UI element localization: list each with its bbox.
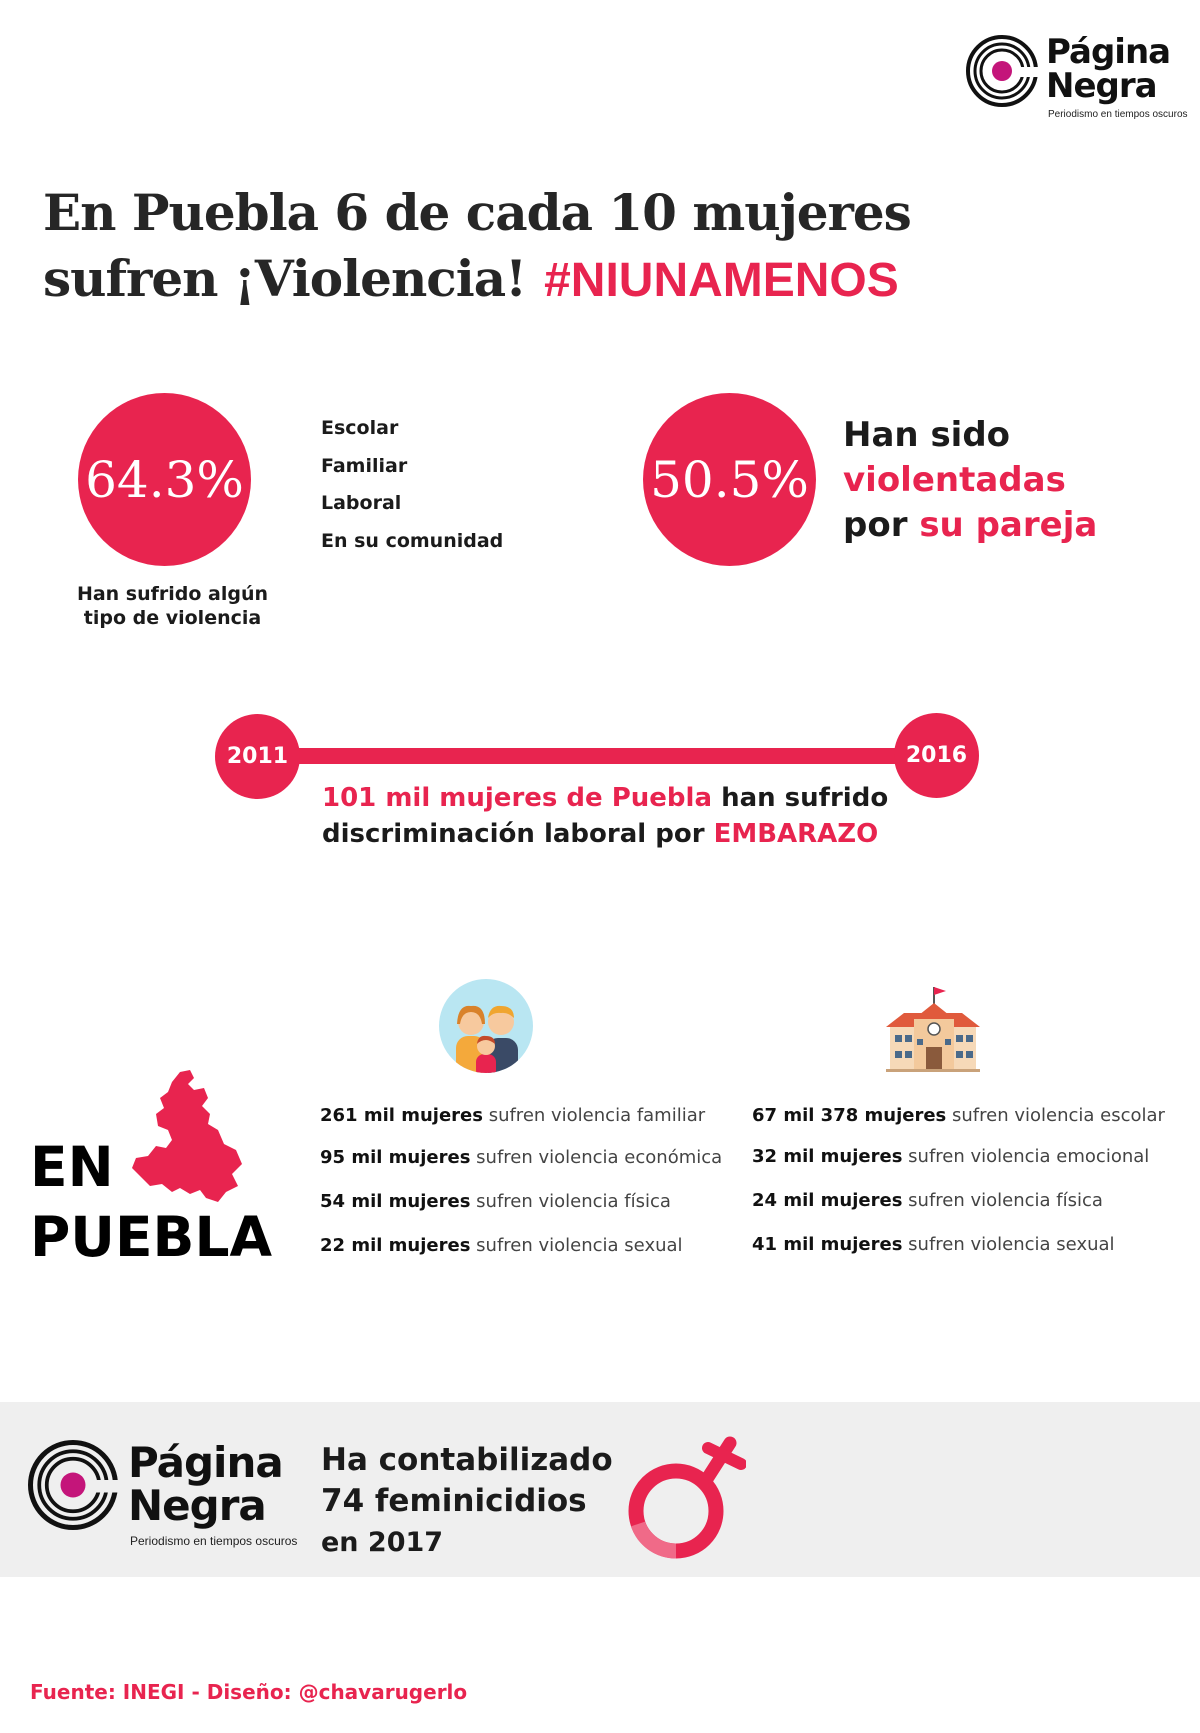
timeline-line1: [322, 780, 888, 816]
timeline-bar: [255, 748, 945, 764]
femicide-text: [321, 1440, 613, 1563]
brand-tagline: Periodismo en tiempos oscuros: [1048, 109, 1188, 120]
timeline-text-b: discriminación laboral por: [322, 819, 705, 849]
region-line1: EN: [30, 1135, 114, 1199]
list-item: [320, 1147, 722, 1168]
stat-rest: sufren violencia escolar: [952, 1105, 1165, 1126]
timeline-start-circle: [215, 714, 300, 799]
type-item: Escolar: [321, 417, 399, 439]
caption-line1: Han sufrido algún: [76, 583, 269, 605]
headline-line2-text: sufren ¡Violencia!: [43, 249, 527, 308]
caption-any-violence: [60, 582, 285, 630]
type-item: Familiar: [321, 454, 408, 477]
school-building-icon: [884, 985, 982, 1073]
partner-line3: [843, 503, 1097, 548]
brand-name-line2: Negra: [1046, 66, 1157, 106]
source-credit: Fuente: INEGI - Diseño: @chavarugerlo: [30, 1680, 468, 1704]
list-item: [320, 1191, 671, 1212]
brand-name-line2: Negra: [128, 1481, 266, 1530]
list-item: [752, 1190, 1103, 1211]
stat-rest: sufren violencia física: [908, 1190, 1103, 1211]
stat-bold: 41 mil mujeres: [752, 1234, 903, 1255]
hashtag: #NIUNAMENOS: [544, 254, 899, 307]
violence-types-list: [321, 410, 503, 560]
headline-line1: En Puebla 6 de cada 10 mujeres: [43, 183, 911, 242]
caption-line2: tipo de violencia: [83, 607, 262, 629]
percent-circle-partner: [643, 393, 816, 566]
brand-name-line1: Página: [1046, 32, 1171, 72]
stat-rest: sufren violencia sexual: [476, 1235, 683, 1256]
list-item: [320, 1235, 683, 1256]
partner-line1: Han sido: [843, 415, 1011, 455]
list-item: [752, 1234, 1115, 1255]
region-line2: PUEBLA: [30, 1205, 273, 1269]
percent-circle-any-violence: [78, 393, 251, 566]
headline-line2: [43, 246, 911, 314]
brand-logo-top: [966, 32, 1188, 125]
stat-bold: 261 mil mujeres: [320, 1105, 483, 1126]
timeline-text-a: han sufrido: [721, 783, 889, 813]
partner-line3-a: por: [843, 505, 908, 545]
stat-rest: sufren violencia familiar: [488, 1105, 706, 1126]
percent-partner: 50.5%: [650, 450, 809, 509]
brand-tagline: Periodismo en tiempos oscuros: [130, 1534, 298, 1548]
stat-rest: sufren violencia sexual: [908, 1234, 1115, 1255]
type-item: Laboral: [321, 492, 402, 514]
family-icon: [438, 978, 534, 1074]
stat-rest: sufren violencia emocional: [908, 1146, 1150, 1167]
stat-rest: sufren violencia económica: [476, 1147, 723, 1168]
list-item: [320, 1105, 705, 1126]
region-label: [30, 1132, 272, 1272]
percent-any-violence: 64.3%: [85, 450, 244, 509]
list-item: [752, 1105, 1165, 1126]
stat-bold: 32 mil mujeres: [752, 1146, 903, 1167]
stat-bold: 67 mil 378 mujeres: [752, 1105, 947, 1126]
timeline-line2: [322, 816, 888, 852]
stat-bold: 22 mil mujeres: [320, 1235, 471, 1256]
list-item: [752, 1146, 1149, 1167]
brand-name-line1: Página: [128, 1438, 283, 1487]
headline: [43, 180, 911, 314]
female-symbol-icon: [626, 1426, 746, 1566]
vinyl-record-logo-icon: [966, 35, 1038, 107]
type-item: En su comunidad: [321, 529, 504, 552]
partner-violence-text: [843, 413, 1097, 548]
vinyl-record-logo-icon: [28, 1440, 118, 1530]
brand-logo-bottom: [28, 1440, 298, 1552]
timeline-text-pink2: EMBARAZO: [713, 819, 879, 849]
timeline-start: 2011: [226, 744, 289, 769]
partner-line2: violentadas: [843, 460, 1066, 500]
timeline-end-circle: [894, 713, 979, 798]
stat-bold: 24 mil mujeres: [752, 1190, 903, 1211]
femicide-line2: 74 feminicidios: [321, 1483, 587, 1519]
stat-bold: 54 mil mujeres: [320, 1191, 471, 1212]
femicide-line1: Ha contabilizado: [321, 1442, 613, 1478]
timeline-text: [322, 780, 888, 852]
timeline-end: 2016: [905, 743, 968, 768]
timeline-text-pink: 101 mil mujeres de Puebla: [322, 783, 712, 813]
femicide-line3: en 2017: [321, 1527, 444, 1558]
stat-rest: sufren violencia física: [476, 1191, 671, 1212]
partner-line3-b: su pareja: [919, 505, 1098, 545]
stat-bold: 95 mil mujeres: [320, 1147, 471, 1168]
